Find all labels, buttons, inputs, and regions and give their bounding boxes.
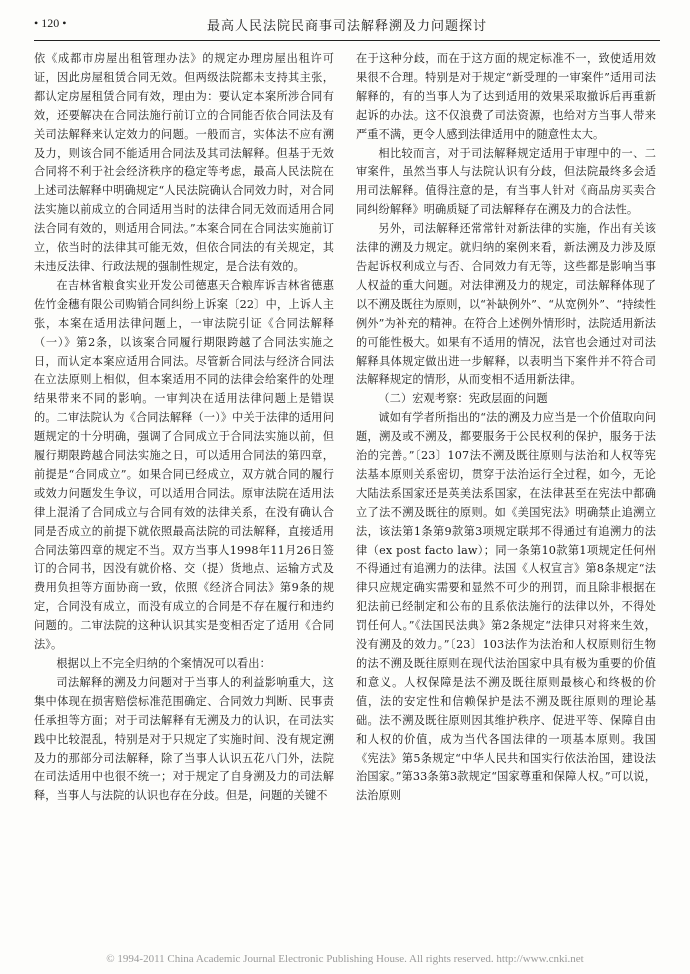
copyright-footer: © 1994-2011 China Academic Journal Electronic Publishing House. All rights reserved. http://www.cnki.net: [106, 953, 584, 965]
paragraph: 在于这种分歧，而在于这方面的规定标准不一，致使适用效果很不合理。特别是对于规定“新受理的一审案件”适用司法解释的，有的当事人为了达到适用的效果采取撤诉后再重新起诉的办法。这不仅浪费了司法资源，也给对方当事人带来严重不满，更令人感到法律适用中的随意性太大。: [356, 52, 656, 141]
section-heading: （二）宏观考察：宪政层面的问题: [378, 392, 548, 406]
paragraph: 司法解释的溯及力问题对于当事人的利益影响重大，这集中体现在损害赔偿标准范围确定、合同效力判断、民事责任承担等方面；对于司法解释有无溯及力的认识，在司法实践中比较混乱，特别是对于只规定了实施时间、没有规定溯及力的那部分司法解释，除了当事人认识五花八门外，法院在司法适用中也很不统一；对于规定了自身溯及力的司法解释，当事人与法院的认识也存在分歧。但是，问题的关键不: [34, 675, 334, 803]
running-title: 最高人民法院民商事司法解释溯及力问题探讨: [206, 19, 487, 34]
paragraph: 根据以上不完全归纳的个案情况可以看出：: [56, 657, 271, 670]
paragraph: 在吉林省粮食实业开发公司德惠天合粮库诉吉林省德惠佐竹金穗有限公司购销合同纠纷上诉案〔22〕中，上诉人主张，本案在适用法律问题上，一审法院引证《合同法解释（一）》第2条，以该案合同履行期限跨越了合同法实施之日，而认定本案应适用合同法。尽管新合同法与经济合同法在立法原则上相似，但本案适用不同的法律会给案件的处理结果带来不同的影响。一审判决在适用法律问题上是错误的。二审法院认为《合同法解释（一）》中关于法律的适用问题规定的十分明确，强调了合同成立于合同法实施以前，但履行期限跨越合同法实施之日，可以适用合同法的第四章，前提是“合同成立”。如果合同已经成立，双方就合同的履行或效力问题发生争议，可以适用合同法。原审法院在适用法律上混淆了合同成立与合同有效的法律关系，在没有确认合同是否成立的前提下就依照最高法院的司法解释，直接适用合同法第四章的规定不当。双方当事人1998年11月26日签订的合同书，因没有就价格、交（提）货地点、运输方式及费用负担等方面协商一致，依照《经济合同法》第9条的规定，合同没有成立，而没有成立的合同是不存在履行和违约问题的。二审法院的这种认识其实是变相否定了适用《合同法》。: [34, 278, 334, 652]
running-header: [34, 14, 660, 41]
paragraph: 依《成都市房屋出租管理办法》的规定办理房屋出租许可证，因此房屋租赁合同无效。但两级法院都未支持其主张，都认定房屋租赁合同有效，理由为：要认定本案所涉合同有效，还要解决在合同法施行前订立的合同能否依合同法及有关司法解释来认定效力的问题。一般而言，实体法不应有溯及力，则该合同不能适用合同法及其司法解释。但基于无效合同将不利于社会经济秩序的稳定等考虑，最高人民法院在上述司法解释中明确规定“人民法院确认合同效力时，对合同法实施以前成立的合同适用当时的法律合同无效而适用合同法合同有效的，则适用合同法。”本案合同在合同法实施前订立，依当时的法律其可能无效，但依合同法的有关规定，其未违反法律、行政法规的强制性规定，是合法有效的。: [34, 52, 334, 273]
left-column: [34, 50, 334, 806]
paragraph: 相比较而言，对于司法解释规定适用于审理中的一、二审案件，虽然当事人与法院认识有分歧，但法院最终多会适用司法解释。值得注意的是，有当事人针对《商品房买卖合同纠纷解释》明确质疑了司法解释存在溯及力的合法性。: [356, 146, 656, 217]
page-number: • 120 •: [34, 16, 67, 30]
paragraph: 诚如有学者所指出的“法的溯及力应当是一个价值取向问题，溯及或不溯及，都要服务于公民权利的保护，服务于法治的完善。”〔23〕107法不溯及既往原则与法治和人权等宪法基本原则关系密切，贯穿于法治运行全过程，如今，无论大陆法系国家还是英美法系国家，在法律甚至在宪法中都确立了法不溯及既往的原则。如《美国宪法》明确禁止追溯立法，该法第1条第9款第3项规定联邦不得通过有追溯力的法律（ex post facto law）；同一条第10款第1项规定任何州不得通过有追溯力的法律。法国《人权宣言》第8条规定“法律只应规定确实需要和显然不可少的刑罚，而且除非根据在犯法前已经制定和公布的且系依法施行的法律以外，不得处罚任何人。”《法国民法典》第2条规定“法律只对将来生效，没有溯及的效力。”〔23〕103法作为法治和人权原则衍生物的法不溯及既往原则在现代法治国家中具有极为重要的价值和意义。人权保障是法不溯及既往原则最核心和终极的价值，法的安定性和信赖保护是法不溯及既往原则的理论基础。法不溯及既往原则因其维护秩序、促进平等、保障自由和人权的价值，成为当代各国法律的一项基本原则。我国《宪法》第5条规定“中华人民共和国实行依法治国，建设法治国家。”第33条第3款规定“国家尊重和保障人权。”可以说，法治原则: [356, 411, 656, 803]
right-column: [356, 50, 656, 806]
paragraph: 另外，司法解释还常常针对新法律的实施，作出有关该法律的溯及力规定。就归纳的案例来看，新法溯及力涉及原告起诉权利成立与否、合同效力有无等，这些都是影响当事人权益的重大问题。对法律溯及力的规定，司法解释体现了以不溯及既往为原则，以“补缺例外”、“从宽例外”、“持续性例外”为补充的精神。在符合上述例外情形时，法院适用新法的可能性极大。如果有不适用的情况，法官也会通过对司法解释具体规定做出进一步解释，以表明当下案件并不符合司法解释规定的情形，从而变相不适用新法律。: [356, 222, 656, 387]
